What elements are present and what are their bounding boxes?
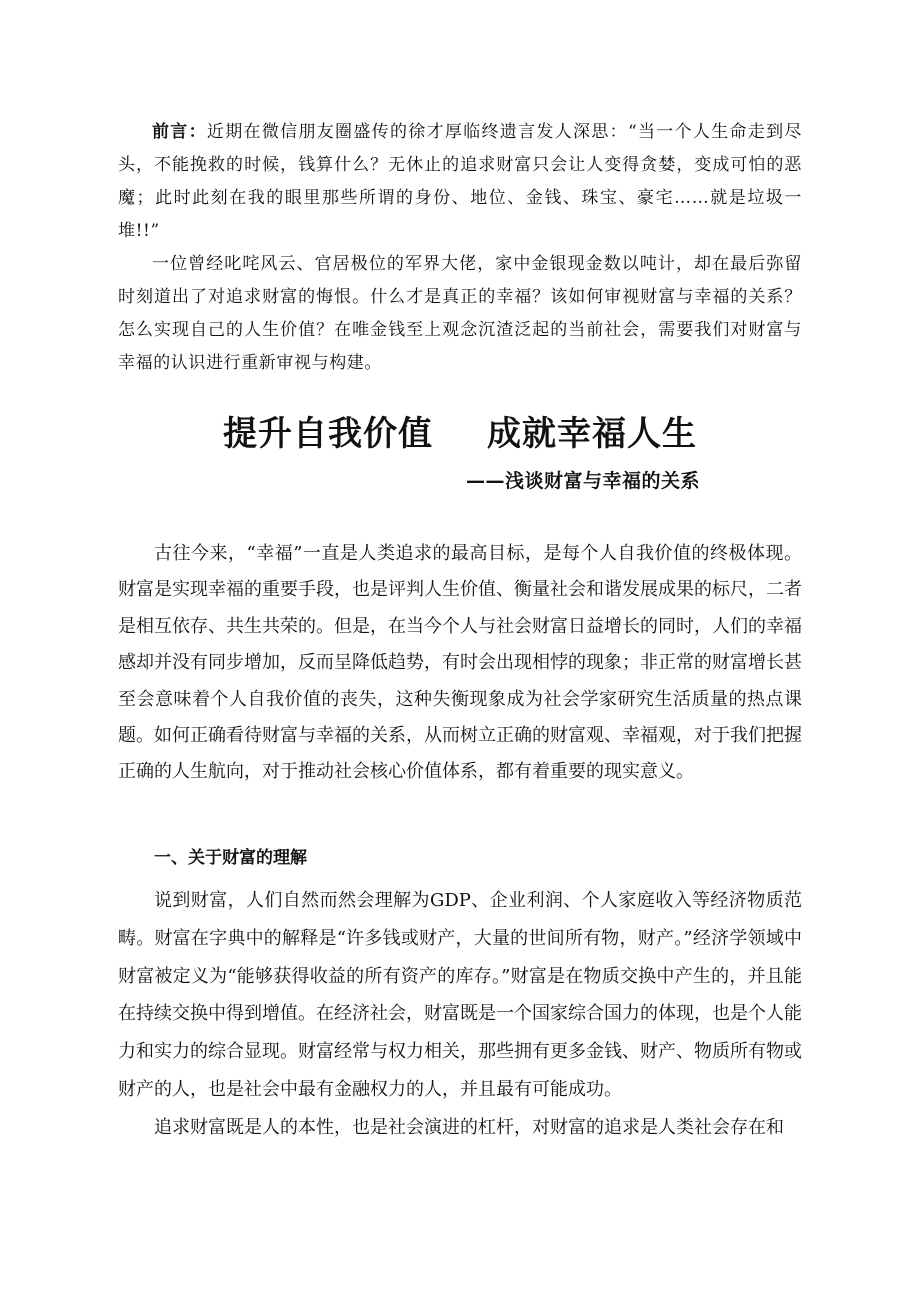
article-title (0, 410, 920, 458)
preface-label: 前言： (152, 122, 207, 142)
article-subtitle: ——浅谈财富与幸福的关系 (466, 470, 701, 492)
preface-paragraph-2: 一位曾经叱咤风云、官居极位的军界大佬，家中金银现金数以吨计，却在最后弥留时刻道出了对追求财富的悔恨。什么才是真正的幸福？该如何审视财富与幸福的关系？怎么实现自己的人生价值？在唯金钱至上观念沉渣泛起的当前社会，需要我们对财富与幸福的认识进行重新审视与构建。 (118, 254, 802, 373)
preface-text-1: 近期在微信朋友圈盛传的徐才厚临终遗言发人深思：“当一个人生命走到尽头，不能挽救的时候，钱算什么？无休止的追求财富只会让人变得贪婪，变成可怕的恶魔；此时此刻在我的眼里那些所谓的身份、地位、金钱、珠宝、豪宅……就是垃圾一堆!!” (118, 122, 802, 241)
section-1-body (118, 882, 802, 1147)
preface-section (118, 116, 802, 380)
title-part-1: 提升自我价值 (223, 414, 433, 454)
intro-section (118, 536, 802, 791)
section-1-paragraph-1: 说到财富，人们自然而然会理解为GDP、企业利润、个人家庭收入等经济物质范畴。财富在字典中的解释是“许多钱或财产，大量的世间所有物，财产。”经济学领域中财富被定义为“能够获得收益的所有资产的库存。”财富是在物质交换中产生的，并且能在持续交换中得到增值。在经济社会，财富既是一个国家综合国力的体现，也是个人能力和实力的综合显现。财富经常与权力相关，那些拥有更多金钱、财产、物质所有物或财产的人，也是社会中最有金融权力的人，并且最有可能成功。 (118, 890, 802, 1100)
section-1-heading: 一、关于财富的理解 (154, 848, 307, 868)
title-part-2: 成就幸福人生 (487, 414, 697, 454)
section-1-paragraph-2: 追求财富既是人的本性，也是社会演进的杠杆，对财富的追求是人类社会存在和 (154, 1116, 784, 1138)
intro-paragraph: 古往今来，“幸福”一直是人类追求的最高目标，是每个人自我价值的终极体现。财富是实现幸福的重要手段，也是评判人生价值、衡量社会和谐发展成果的标尺，二者是相互依存、共生共荣的。但是，在当今个人与社会财富日益增长的同时，人们的幸福感却并没有同步增加，反而呈降低趋势，有时会出现相悖的现象；非正常的财富增长甚至会意味着个人自我价值的丧失，这种失衡现象成为社会学家研究生活质量的热点课题。如何正确看待财富与幸福的关系，从而树立正确的财富观、幸福观，对于我们把握正确的人生航向，对于推动社会核心价值体系，都有着重要的现实意义。 (118, 543, 802, 783)
preface-paragraph-1 (118, 116, 802, 248)
